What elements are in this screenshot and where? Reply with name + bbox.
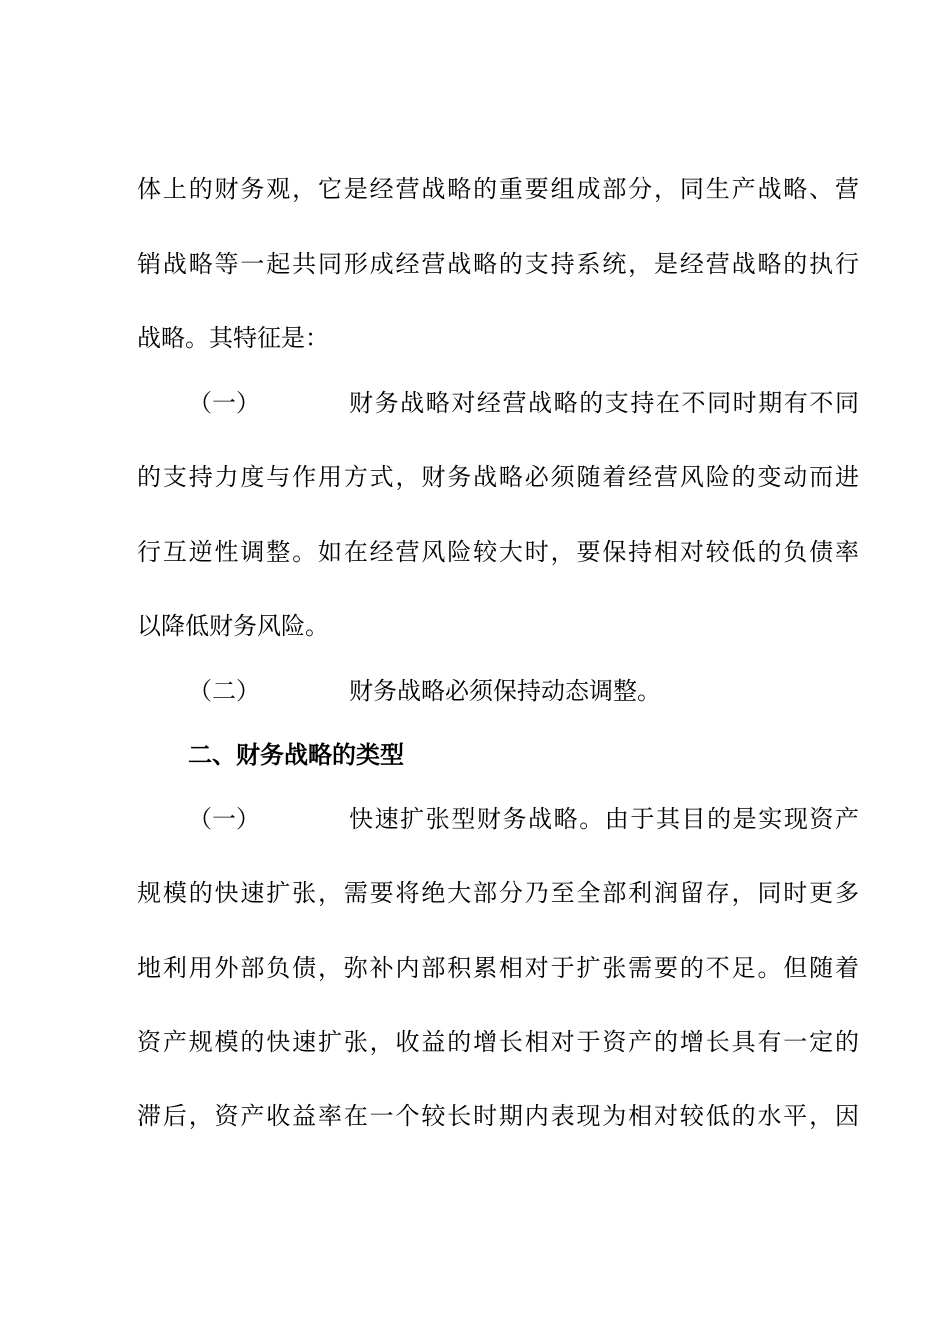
paragraph-line: 以降低财务风险。 <box>137 612 329 640</box>
list-number: （一） <box>188 805 260 833</box>
list-item-text: 快速扩张型财务战略。由于其目的是实现资产 <box>349 805 859 833</box>
list-item-feature-2 <box>188 676 859 706</box>
paragraph-line: 战略。其特征是： <box>137 324 329 352</box>
paragraph-line: 行互逆性调整。如在经营风险较大时，要保持相对较低的负债率 <box>137 538 859 566</box>
paragraph-line: 规模的快速扩张，需要将绝大部分乃至全部利润留存，同时更多 <box>137 879 859 907</box>
list-number: （二） <box>188 677 260 705</box>
paragraph-line: 销战略等一起共同形成经营战略的支持系统，是经营战略的执行 <box>137 250 859 278</box>
paragraph-line: 的支持力度与作用方式，财务战略必须随着经营风险的变动而进 <box>137 463 859 491</box>
section-heading: 二、财务战略的类型 <box>188 741 404 769</box>
paragraph-line: 体上的财务观，它是经营战略的重要组成部分，同生产战略、营 <box>137 175 859 203</box>
list-item-type-1 <box>188 804 859 834</box>
paragraph-line: 资产规模的快速扩张，收益的增长相对于资产的增长具有一定的 <box>137 1028 859 1056</box>
list-item-feature-1 <box>188 388 859 418</box>
paragraph-line: 滞后，资产收益率在一个较长时期内表现为相对较低的水平，因 <box>137 1102 859 1130</box>
list-number: （一） <box>188 389 260 417</box>
list-item-text: 财务战略对经营战略的支持在不同时期有不同 <box>349 389 859 417</box>
list-item-text: 财务战略必须保持动态调整。 <box>349 677 661 705</box>
paragraph-line: 地利用外部负债，弥补内部积累相对于扩张需要的不足。但随着 <box>137 954 859 982</box>
